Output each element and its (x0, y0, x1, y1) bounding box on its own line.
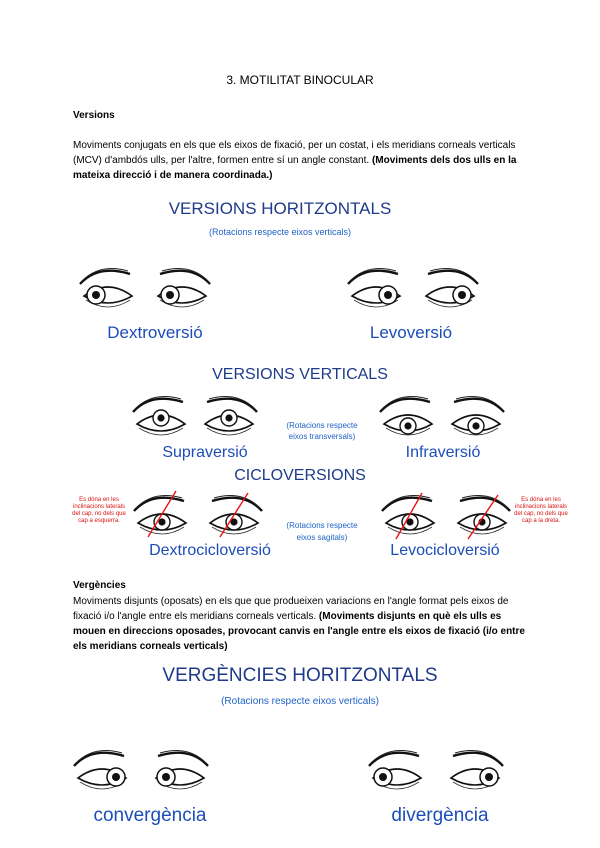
convergence-eyes-illustration (62, 736, 222, 798)
versions-verticals-caption: (Rotacions respecte eixos transversals) (286, 421, 358, 441)
versions-text: Moviments conjugats en els que els eixos de fixació, per un costat, i els meridians corneals verticals (MCV) d'ambdós ulls, per l'altre, formen entre sí un angle constant. (73, 140, 516, 166)
vergencies-text-bold: (Moviments disjunts en què els ulls es mouen en direccions oposades, provocant canvis en l'angle entre els eixos de fixació (i/o entre els meridians corneals verticals) (73, 611, 525, 652)
label-levocicloversio: Levocicloversió (390, 542, 500, 559)
label-infraversio: Infraversió (405, 444, 481, 461)
label-dextroversio: Dextroversió (107, 323, 203, 342)
versions-verticals-title: VERSIONS VERTICALS (212, 366, 388, 383)
cicloversions-caption: (Rotacions respecte eixos sagitals) (286, 521, 358, 542)
versions-paragraph (73, 138, 525, 183)
vergencies-text: Moviments disjunts (oposats) en els que que produeixen variacions en l'angle format pels eixos de fixació i/o l'angle entre els meridians corneals verticals. (73, 596, 509, 622)
page-title: 3. MOTILITAT BINOCULAR (226, 73, 374, 87)
supraversion-eyes-illustration (125, 388, 265, 440)
label-dextrocicloversio: Dextrocicloversió (149, 542, 271, 559)
label-divergencia: divergència (391, 805, 489, 826)
levoversion-eyes-illustration (338, 256, 488, 316)
dextroversion-eyes-illustration (70, 256, 220, 316)
vergencies-horitzontals-caption: (Rotacions respecte eixos verticals) (221, 696, 379, 707)
label-convergencia: convergència (93, 805, 207, 826)
versions-horitzontals-caption: (Rotacions respecte eixos verticals) (208, 227, 352, 237)
vergencies-horitzontals-title: VERGÈNCIES HORITZONTALS (162, 665, 438, 686)
versions-heading: Versions (73, 110, 115, 121)
versions-text-bold: (Moviments dels dos ulls en la mateixa direcció i de manera coordinada.) (73, 155, 517, 181)
note-left: Es dóna en les inclinacions laterals del cap, no dels que cap a esquerra. (72, 497, 126, 524)
cicloversions-title: CICLOVERSIONS (234, 467, 366, 484)
levocicloversion-eyes-illustration (376, 487, 521, 543)
vergencies-heading: Vergències (73, 580, 126, 591)
note-right: Es dóna en les inclinacions laterals del cap, no dels que cap a la dreta. (514, 497, 568, 524)
label-supraversio: Supraversió (162, 444, 248, 461)
dextrocicloversion-eyes-illustration (128, 487, 273, 543)
vergencies-paragraph (73, 594, 525, 654)
divergence-eyes-illustration (357, 736, 517, 798)
versions-horitzontals-title: VERSIONS HORITZONTALS (168, 199, 392, 218)
label-levoversio: Levoversió (369, 323, 453, 342)
infraversion-eyes-illustration (372, 388, 512, 440)
